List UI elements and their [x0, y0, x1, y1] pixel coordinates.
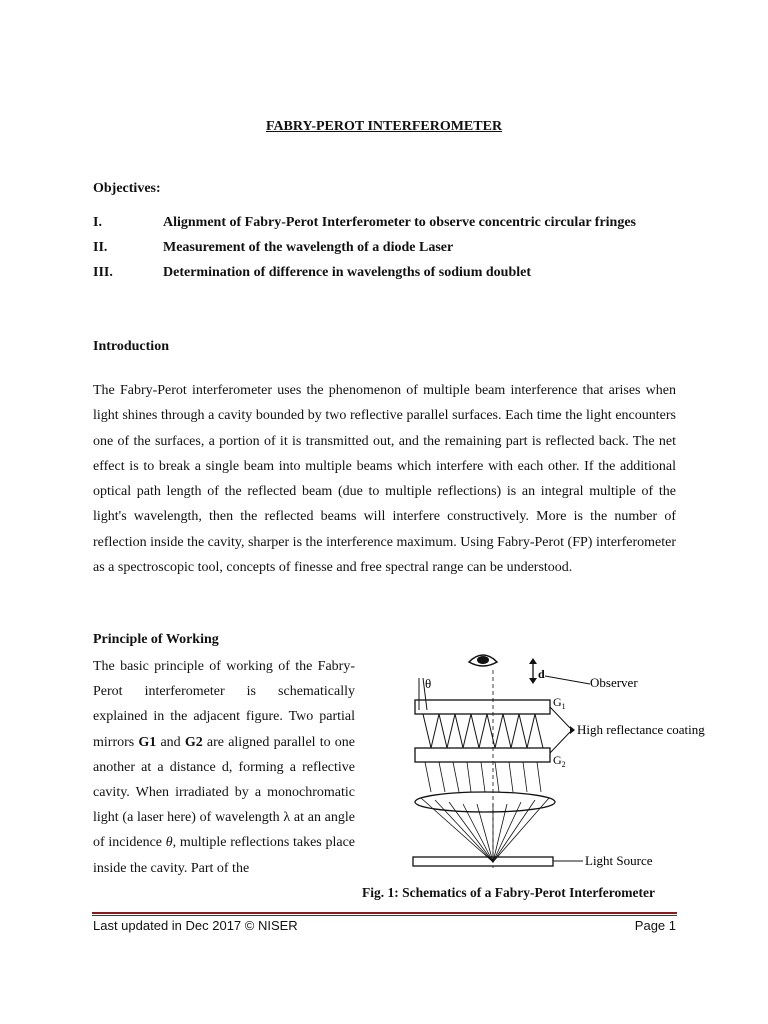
footer-updated: Last updated in Dec 2017 © NISER	[93, 918, 298, 933]
objective-text: Determination of difference in wavelengths of sodium doublet	[163, 265, 531, 280]
fabry-perot-schematic	[405, 640, 745, 880]
principle-text: are aligned parallel to one another at a distance d, forming a reflective cavity. When irradiated by a monochromatic light (a laser here) of wavelength	[93, 734, 356, 826]
objective-item	[93, 260, 676, 285]
principle-paragraph	[93, 654, 355, 881]
figure-label-g2: $G_2$	[553, 753, 566, 769]
objective-item	[93, 210, 676, 235]
objective-number: III.	[93, 265, 113, 280]
page-number: Page 1	[634, 918, 676, 933]
footer-divider	[92, 912, 677, 914]
figure-label-d: d	[538, 667, 545, 681]
light-source	[413, 857, 553, 866]
principle-text: , multiple reflections takes place inside the cavity. Part of the	[93, 835, 355, 876]
principle-text: and	[156, 734, 185, 750]
eye-icon	[469, 655, 497, 666]
figure-label-theta: θ	[425, 676, 432, 691]
objective-text: Measurement of the wavelength of a diode Laser	[163, 240, 454, 255]
page-title: FABRY-PEROT INTERFEROMETER	[265, 119, 503, 134]
mirror-g2	[415, 748, 550, 762]
figure-caption: Fig. 1: Schematics of a Fabry-Perot Interferometer	[362, 885, 656, 900]
footer-divider	[92, 915, 677, 916]
distance-arrow-icon	[529, 658, 537, 684]
principle-text: at an angle of incidence	[93, 810, 356, 851]
objective-number: II.	[93, 240, 108, 255]
objectives-list	[93, 210, 676, 285]
mirror-g1	[415, 700, 550, 714]
g1-label: G1	[138, 734, 157, 750]
objective-number: I.	[93, 215, 102, 230]
g2-label: G2	[184, 734, 203, 750]
objective-text: Alignment of Fabry-Perot Interferometer to observe concentric circular fringes	[163, 215, 636, 230]
introduction-heading: Introduction	[93, 339, 169, 354]
principle-text: The basic principle of working of the Fabry-Perot interferometer is schematically explained in the adjacent figure. Two partial mirrors	[93, 659, 355, 750]
figure-label-coating: High reflectance coating	[577, 722, 705, 737]
theta-symbol: θ	[165, 835, 173, 851]
multiple-reflections	[423, 714, 543, 748]
objective-item	[93, 235, 676, 260]
figure-label-g1: $G_1$	[553, 695, 566, 711]
introduction-paragraph: The Fabry-Perot interferometer uses the phenomenon of multiple beam interference that arises when light shines through a cavity bounded by two reflective parallel surfaces. Each time the light encounters one of the surfaces, a portion of it is transmitted out, and the remaining part is reflected back. The net effect is to break a single beam into multiple beams which interfere with each other. If the additional optical path length of the reflected beam (due to multiple reflections) is an integral multiple of the light's wavelength, then the reflected beams will interfere constructively. More is the number of reflection inside the cavity, sharper is the interference maximum. Using Fabry-Perot (FP) interferometer as a spectroscopic tool, concepts of finesse and free spectral range can be understood.	[93, 383, 677, 576]
figure-label-observer: Observer	[590, 675, 638, 690]
figure-label-source: Light Source	[585, 853, 653, 868]
objectives-heading: Objectives:	[93, 181, 161, 196]
principle-heading: Principle of Working	[93, 632, 219, 647]
lambda-symbol: λ	[283, 810, 291, 826]
